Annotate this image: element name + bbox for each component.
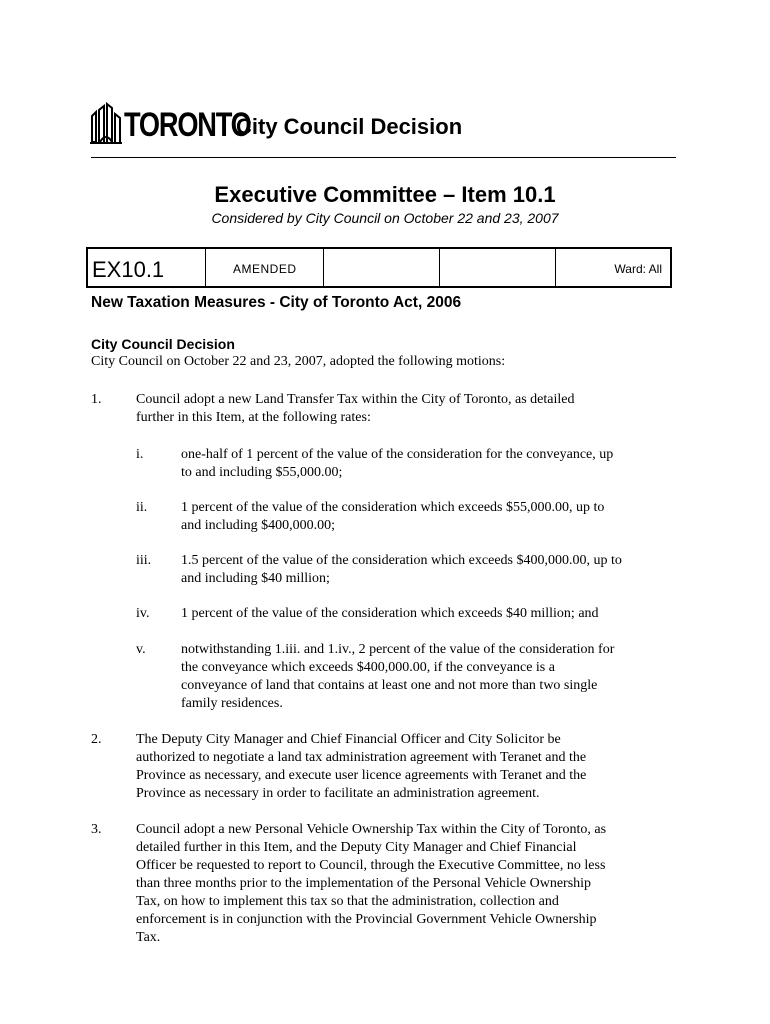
subitem-marker: iv.: [136, 606, 150, 621]
text-line: detailed further in this Item, and the Deputy City Manager and Chief Financial: [136, 840, 577, 855]
text-line: Tax.: [136, 930, 161, 945]
document-header: [90, 96, 680, 146]
text-line: conveyance of land that contains at least one and not more than two single: [181, 678, 598, 693]
text-line: Council adopt a new Personal Vehicle Ownership Tax within the City of Toronto, as: [136, 822, 607, 837]
text-line: 1 percent of the value of the consideration which exceeds $55,000.00, up to: [181, 500, 605, 515]
subitem-marker: iii.: [136, 553, 152, 568]
text-line: Province as necessary, and execute user licence agreements with Teranet and the: [136, 768, 587, 783]
item-status-cell: [206, 249, 324, 286]
subitem-marker: ii.: [136, 500, 148, 515]
subitem-marker: v.: [136, 642, 146, 657]
text-line: 1.5 percent of the value of the consideration which exceeds $400,000.00, up to: [181, 553, 622, 568]
text-line: Officer be requested to report to Council, through the Executive Committee, no less: [136, 858, 606, 873]
item-status-table: [86, 247, 672, 288]
subitem-marker: i.: [136, 447, 144, 462]
ward-cell: [556, 249, 670, 286]
text-line: than three months prior to the implementation of the Personal Vehicle Ownership: [136, 876, 592, 891]
logo-wordmark: TORONTO: [124, 106, 251, 144]
text-line: 1 percent of the value of the consideration which exceeds $40 million; and: [181, 606, 599, 621]
item-code-cell: [88, 249, 206, 286]
motion-number: 1.: [91, 392, 102, 407]
text-line: and including $40 million;: [181, 571, 330, 586]
text-line: authorized to negotiate a land tax administration agreement with Teranet and the: [136, 750, 587, 765]
text-line: to and including $55,000.00;: [181, 465, 343, 480]
subitem-text: [181, 605, 599, 623]
text-line: one-half of 1 percent of the value of the consideration for the conveyance, up: [181, 447, 614, 462]
text-line: the conveyance which exceeds $400,000.00, if the conveyance is a: [181, 660, 555, 675]
empty-cell: [440, 249, 556, 286]
empty-cell: [324, 249, 440, 286]
decision-heading: City Council Decision: [91, 336, 235, 352]
ward-label: Ward: All: [614, 262, 662, 276]
motion-text: [136, 821, 606, 947]
text-line: Council adopt a new Land Transfer Tax within the City of Toronto, as detailed: [136, 392, 575, 407]
text-line: Tax, on how to implement this tax so that the administration, collection and: [136, 894, 559, 909]
text-line: The Deputy City Manager and Chief Financial Officer and City Solicitor be: [136, 732, 561, 747]
motion-text: [136, 391, 574, 427]
item-considered-date: Considered by City Council on October 22 and 23, 2007: [211, 210, 559, 226]
text-line: Province as necessary in order to facilitate an administration agreement.: [136, 786, 540, 801]
text-line: and including $400,000.00;: [181, 518, 335, 533]
subitem-text: [181, 552, 622, 588]
subitem-text: [181, 446, 613, 482]
header-divider: [91, 157, 676, 158]
text-line: notwithstanding 1.iii. and 1.iv., 2 percent of the value of the consideration for: [181, 642, 615, 657]
motion-text: [136, 731, 586, 803]
page-title: City Council Decision: [236, 114, 463, 139]
subitem-text: [181, 499, 604, 535]
item-name: New Taxation Measures - City of Toronto Act, 2006: [91, 294, 462, 311]
item-title: Executive Committee – Item 10.1: [214, 182, 556, 207]
decision-intro: City Council on October 22 and 23, 2007, adopted the following motions:: [91, 354, 506, 369]
subitem-text: [181, 641, 614, 713]
text-line: family residences.: [181, 696, 283, 711]
text-line: enforcement is in conjunction with the Provincial Government Vehicle Ownership: [136, 912, 597, 927]
item-code: EX10.1: [92, 257, 165, 282]
motion-number: 3.: [91, 822, 102, 837]
city-hall-icon: [90, 102, 122, 144]
item-status: AMENDED: [233, 262, 297, 276]
motion-number: 2.: [91, 732, 102, 747]
text-line: further in this Item, at the following rates:: [136, 410, 371, 425]
